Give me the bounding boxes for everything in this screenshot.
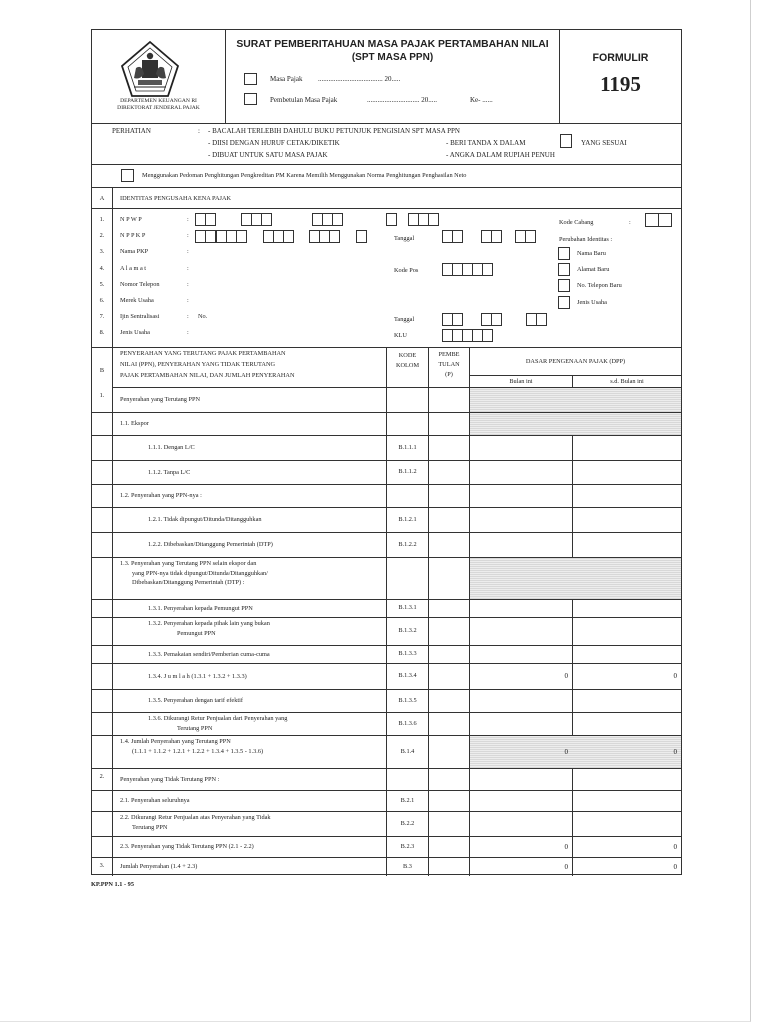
kode-kolom-cell: B.2.1	[400, 796, 415, 804]
section-b-row-description: 1.2.2. Dibebaskan/Ditanggung Pemerintah (DTP)	[148, 541, 273, 548]
section-a-row-label: Ijin Sentralisasi	[120, 313, 160, 320]
section-b-row-description: 1.2. Penyerahan yang PPN-nya :	[120, 492, 202, 499]
shaded-cell	[470, 558, 681, 599]
dept-line2: DIREKTORAT JENDERAL PAJAK	[117, 105, 200, 111]
dpp-sd-bulan-ini-cell[interactable]: 0	[673, 842, 677, 851]
yang-sesuai: YANG SESUAI	[581, 139, 627, 147]
spt-masa-ppn-form	[91, 29, 682, 875]
ijin-no-label: No.	[198, 313, 208, 320]
section-b-row-description: 1.3.2. Penyerahan kepada pihak lain yang bukan	[148, 620, 270, 627]
perhatian-label: PERHATIAN	[112, 127, 151, 135]
perubahan-checkbox[interactable]	[558, 279, 570, 292]
masa-pajak-checkbox[interactable]	[244, 73, 257, 85]
tanggal-label: Tanggal	[394, 235, 415, 242]
section-b-row-description: Dibebaskan/Ditanggung Pemerintah (DTP) :	[132, 579, 245, 586]
section-b-title-3: PAJAK PERTAMBAHAN NILAI, DAN JUMLAH PENYERAHAN	[120, 372, 295, 379]
section-a-row-label: Nama PKP	[120, 248, 149, 255]
dpp-bulan-ini-cell[interactable]: 0	[564, 672, 568, 680]
section-b-row-description: 1.3.5. Penyerahan dengan tarif efektif	[148, 697, 243, 704]
pedoman-checkbox[interactable]	[121, 169, 134, 182]
section-b-row-description: 1.3.6. Dikurangi Retur Penjualan dari Penyerahan yang	[148, 715, 288, 722]
section-b-row-description: 1.3.1. Penyerahan kepada Pemungut PPN	[148, 604, 253, 612]
bulan-ini-header: Bulan ini	[509, 378, 533, 385]
section-a-row-colon: :	[187, 216, 189, 223]
kode-cabang-digit-box[interactable]	[645, 213, 659, 227]
pembetulan-fill[interactable]: .............................. 20.....	[367, 96, 437, 104]
bulan-digit-box[interactable]	[491, 230, 502, 243]
section-b-row-description: 1.3.3. Pemakaian sendiri/Pemberian cuma-cuma	[148, 650, 270, 658]
section-a-row-label: N P W P	[120, 216, 142, 223]
masa-pajak-label: Masa Pajak	[270, 75, 303, 83]
perubahan-item-label: Jenis Usaha	[577, 299, 607, 306]
section-a-row-label: Merek Usaha	[120, 297, 154, 304]
section-a-row-colon: :	[187, 281, 189, 288]
section-b-row-description: 1.3.4. J u m l a h (1.3.1 + 1.3.2 + 1.3.3)	[148, 672, 247, 680]
kode-cabang-label: Kode Cabang	[559, 219, 594, 226]
bulan-ijin-digit-box[interactable]	[491, 313, 502, 326]
nppkp-digit-box[interactable]	[356, 230, 367, 243]
perhatian-right-1: - BERI TANDA X DALAM	[446, 139, 526, 147]
perubahan-item-label: No. Telepon Baru	[577, 282, 622, 289]
klu-label: KLU	[394, 332, 407, 339]
kode-kolom-cell: B.1.3.1	[398, 604, 417, 611]
section-b-row-description: 1.3. Penyerahan yang Terutang PPN selain ekspor dan	[120, 560, 257, 567]
perhatian-item-2: - DIISI DENGAN HURUF CETAK/DIKETIK	[208, 139, 340, 147]
section-a-row-label: A l a m a t	[120, 265, 147, 272]
pembetulan-1: PEMBE	[438, 351, 460, 358]
kode-kolom-cell: B.1.2.2	[398, 540, 417, 548]
dpp-sd-bulan-ini-cell[interactable]: 0	[673, 862, 677, 871]
section-a-row-number: 8.	[99, 329, 105, 336]
section-a-row-colon: :	[187, 329, 189, 336]
section-b-row-number: 2.	[99, 773, 105, 780]
dpp-header: DASAR PENGENAAN PAJAK (DPP)	[525, 358, 626, 365]
section-b-row-description: 1.1.1. Dengan L/C	[148, 444, 195, 451]
npwp-digit-box[interactable]	[428, 213, 439, 226]
section-b-row-description: 2.1. Penyerahan seluruhnya	[120, 797, 190, 804]
section-b-letter: B	[99, 367, 105, 374]
section-b-title-1: PENYERAHAN YANG TERUTANG PAJAK PERTAMBAHAN	[120, 350, 286, 357]
footer-code: KP.PPN 1.1 - 95	[91, 881, 134, 888]
kode-kolom-cell: B.1.3.6	[398, 719, 417, 727]
pembetulan-2: TULAN	[438, 361, 460, 368]
section-b-row-description: 1.1. Ekspor	[120, 420, 149, 427]
section-b-row-description: 1.2.1. Tidak dipungut/Ditunda/Ditangguhkan	[148, 516, 262, 523]
form-subtitle: (SPT MASA PPN)	[351, 52, 434, 63]
tanggal2-label: Tanggal	[394, 316, 415, 323]
perhatian-item-1: - BACALAH TERLEBIH DAHULU BUKU PETUNJUK PENGISIAN SPT MASA PPN	[208, 127, 460, 135]
kode-kolom-1: KODE	[398, 352, 417, 359]
dpp-bulan-ini-cell[interactable]: 0	[564, 862, 568, 871]
dept-line1: DEPARTEMEN KEUANGAN RI	[120, 98, 197, 104]
kode-kolom-cell: B.2.3	[400, 842, 415, 850]
pembetulan-label: Pembetulan Masa Pajak	[270, 96, 338, 104]
garuda-emblem-icon	[118, 40, 182, 100]
kode-kolom-cell: B.1.3.5	[398, 696, 417, 704]
kode-kolom-cell: B.1.3.3	[398, 650, 417, 657]
section-b-row-description: 1.4. Jumlah Penyerahan yang Terutang PPN	[120, 738, 231, 745]
pembetulan-3: (P)	[445, 371, 453, 378]
tahun-digit-box[interactable]	[525, 230, 536, 243]
section-a-row-number: 4.	[99, 265, 105, 272]
kode-kolom-cell: B.1.3.4	[398, 672, 417, 679]
section-a-row-colon: :	[187, 313, 189, 320]
kode-pos-digit-box[interactable]	[482, 263, 493, 276]
kode-kolom-2: KOLOM	[395, 362, 420, 369]
formulir-label: FORMULIR	[592, 52, 649, 64]
section-a-row-colon: :	[187, 232, 189, 239]
perubahan-checkbox[interactable]	[558, 247, 570, 260]
pembetulan-ke[interactable]: Ke- ......	[470, 96, 493, 104]
kode-cabang-colon: :	[629, 219, 631, 226]
nppkp-digit-box[interactable]	[283, 230, 294, 243]
section-a-row-label: Jenis Usaha	[120, 329, 150, 336]
tanda-x-sample-box	[560, 134, 572, 148]
section-b-row-description: 1.1.2. Tanpa L/C	[148, 468, 191, 476]
shaded-cell	[470, 388, 681, 412]
npwp-digit-box[interactable]	[386, 213, 397, 226]
kode-kolom-cell: B.1.2.1	[398, 515, 417, 523]
perubahan-item-label: Nama Baru	[577, 250, 606, 257]
section-b-row-description: Penyerahan yang Tidak Terutang PPN :	[120, 775, 220, 783]
form-title: SURAT PEMBERITAHUAN MASA PAJAK PERTAMBAHAN NILAI	[236, 39, 549, 50]
perubahan-item-label: Alamat Baru	[577, 266, 610, 273]
section-b-row-description: Pemungut PPN	[177, 629, 216, 637]
kode-pos-label: Kode Pos	[394, 267, 419, 274]
section-a-row-colon: :	[187, 248, 189, 255]
tanggal-ijin-digit-box[interactable]	[452, 313, 463, 326]
npwp-digit-box[interactable]	[332, 213, 343, 226]
kode-kolom-cell: B.1.1.2	[398, 468, 417, 475]
dpp-bulan-ini-cell[interactable]: 0	[564, 842, 568, 851]
klu-digit-box[interactable]	[482, 329, 493, 342]
perhatian-item-3: - DIBUAT UNTUK SATU MASA PAJAK	[208, 151, 328, 159]
tahun-ijin-digit-box[interactable]	[536, 313, 547, 326]
section-a-row-number: 5.	[99, 281, 105, 288]
npwp-digit-box[interactable]	[261, 213, 272, 226]
section-b-row-description: 2.3. Penyerahan yang Tidak Terutang PPN (2.1 - 2.2)	[120, 843, 254, 850]
perhatian-right-2: - ANGKA DALAM RUPIAH PENUH	[446, 151, 555, 159]
section-a-row-colon: :	[187, 265, 189, 272]
section-b-row-description: Jumlah Penyerahan (1.4 + 2.3)	[120, 863, 198, 870]
nppkp-digit-box[interactable]	[236, 230, 247, 243]
section-a-row-label: N P P K P	[120, 232, 146, 239]
perhatian-colon: :	[198, 127, 200, 135]
section-b-title-2: NILAI (PPN), PENYERAHAN YANG TIDAK TERUTANG	[120, 361, 276, 368]
section-a-row-number: 7.	[99, 313, 105, 320]
npwp-digit-box[interactable]	[205, 213, 216, 226]
nppkp-digit-box[interactable]	[329, 230, 340, 243]
section-a-row-number: 2.	[99, 232, 105, 239]
section-b-row-description: yang PPN-nya tidak dipungut/Ditunda/Ditangguhkan/	[132, 569, 268, 577]
nppkp-digit-box[interactable]	[205, 230, 216, 243]
kode-kolom-cell: B.1.1.1	[398, 443, 417, 451]
section-a-row-label: Nomor Telepon	[120, 281, 160, 288]
kode-kolom-cell: B.1.3.2	[398, 627, 417, 634]
section-a-row-number: 1.	[99, 216, 105, 223]
kode-kolom-cell: B.3	[403, 862, 412, 870]
section-b-row-description: 2.2. Dikurangi Retur Penjualan atas Penyerahan yang Tidak	[120, 814, 271, 821]
shaded-cell	[470, 413, 681, 435]
pedoman-text: Menggunakan Pedoman Penghitungan Pengkreditan PM Karena Memilih Menggunakan Norma Penghitungan Penghasilan Neto	[142, 172, 467, 179]
section-a-title: IDENTITAS PENGUSAHA KENA PAJAK	[120, 195, 232, 202]
section-a-row-number: 3.	[99, 248, 105, 255]
dpp-sd-bulan-ini-cell[interactable]: 0	[673, 672, 677, 680]
section-a-row-number: 6.	[99, 297, 105, 304]
dpp-bulan-ini-cell[interactable]: 0	[564, 747, 568, 756]
sd-bulan-ini-header: s.d. Bulan ini	[610, 378, 644, 385]
masa-pajak-fill[interactable]: ..................................... 20.....	[318, 75, 401, 83]
kode-kolom-cell: B.1.4	[400, 747, 415, 755]
section-b-row-description: Terutang PPN	[132, 823, 168, 831]
perubahan-checkbox[interactable]	[558, 263, 570, 276]
perubahan-identitas-label: Perubahan Identitas :	[559, 236, 613, 243]
perubahan-checkbox[interactable]	[558, 296, 570, 309]
dpp-sd-bulan-ini-cell[interactable]: 0	[673, 747, 677, 756]
section-b-row-description: Terutang PPN	[177, 724, 213, 732]
pembetulan-checkbox[interactable]	[244, 93, 257, 105]
section-b-row-description: Penyerahan yang Terutang PPN	[120, 396, 201, 403]
kode-cabang-digit-box[interactable]	[658, 213, 672, 227]
kode-kolom-cell: B.2.2	[400, 819, 415, 827]
section-b-row-number: 3.	[99, 862, 105, 869]
section-a-letter: A	[99, 195, 105, 202]
section-a-row-colon: :	[187, 297, 189, 304]
section-b-row-description: (1.1.1 + 1.1.2 + 1.2.1 + 1.2.2 + 1.3.4 + 1.3.5 - 1.3.6)	[132, 747, 264, 755]
formulir-number: 1195	[600, 72, 641, 96]
tanggal-digit-box[interactable]	[452, 230, 463, 243]
section-b-row-number: 1.	[99, 392, 105, 399]
